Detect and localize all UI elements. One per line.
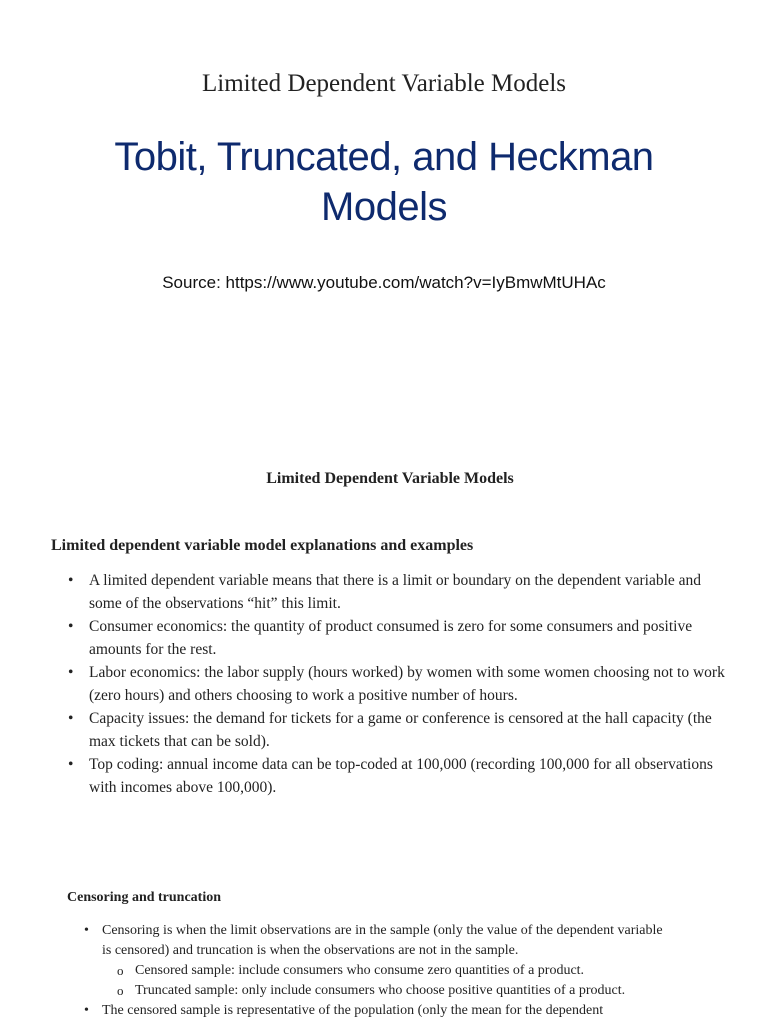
circle-bullet-icon: o [117,983,124,998]
bullet-text: Censoring is when the limit observations are in the sample (only the value of the dependent variable is censored) and truncation is when the observations are not in the sample. [102,923,663,958]
bullet-icon: • [68,710,74,727]
list-item [0,921,672,1001]
sub-bullet-text: Censored sample: include consumers who consume zero quantities of a product. [135,963,585,978]
bullet-icon: • [68,756,74,773]
document-heading: Limited Dependent Variable Models [266,470,514,487]
slide-source: Source: https://www.youtube.com/watch?v=IyBmwMtUHAc [162,273,606,292]
bullet-list-censoring [0,921,768,1021]
list-item [0,662,729,707]
bullet-text: Consumer economics: the quantity of product consumed is zero for some consumers and positive amounts for the rest. [89,618,693,658]
sub-bullet-text: Truncated sample: only include consumers who choose positive quantities of a product. [135,983,626,998]
bullet-text: Labor economics: the labor supply (hours worked) by women with some women choosing not to work (zero hours) and others choosing to work a positive number of hours. [89,664,725,704]
circle-bullet-icon: o [117,963,124,978]
list-item [0,708,729,753]
list-item [0,1001,672,1021]
bullet-icon: • [68,664,74,681]
slide-subtitle: Limited Dependent Variable Models [201,70,567,97]
bullet-icon: • [84,923,89,938]
sub-list-item [102,961,672,981]
bullet-list-explanations [0,570,768,800]
sub-bullet-list [102,961,672,1001]
list-item [0,570,729,615]
section-heading-explanations: Limited dependent variable model explanations and examples [51,537,474,554]
slide-title: Tobit, Truncated, and Heckman Models [114,135,654,229]
bullet-text: Capacity issues: the demand for tickets for a game or conference is censored at the hall capacity (the max tickets that can be sold). [89,710,712,750]
sub-list-item [102,981,672,1001]
list-item [0,754,729,799]
bullet-icon: • [84,1003,89,1018]
bullet-text: Top coding: annual income data can be top-coded at 100,000 (recording 100,000 for all observations with incomes above 100,000). [89,756,713,796]
bullet-text: The censored sample is representative of the population (only the mean for the dependent [102,1003,604,1018]
bullet-text: A limited dependent variable means that there is a limit or boundary on the dependent variable and some of the observations “hit” this limit. [89,572,702,612]
section-heading-censoring: Censoring and truncation [67,890,222,905]
bullet-icon: • [68,618,74,635]
bullet-icon: • [68,572,74,589]
list-item [0,616,729,661]
